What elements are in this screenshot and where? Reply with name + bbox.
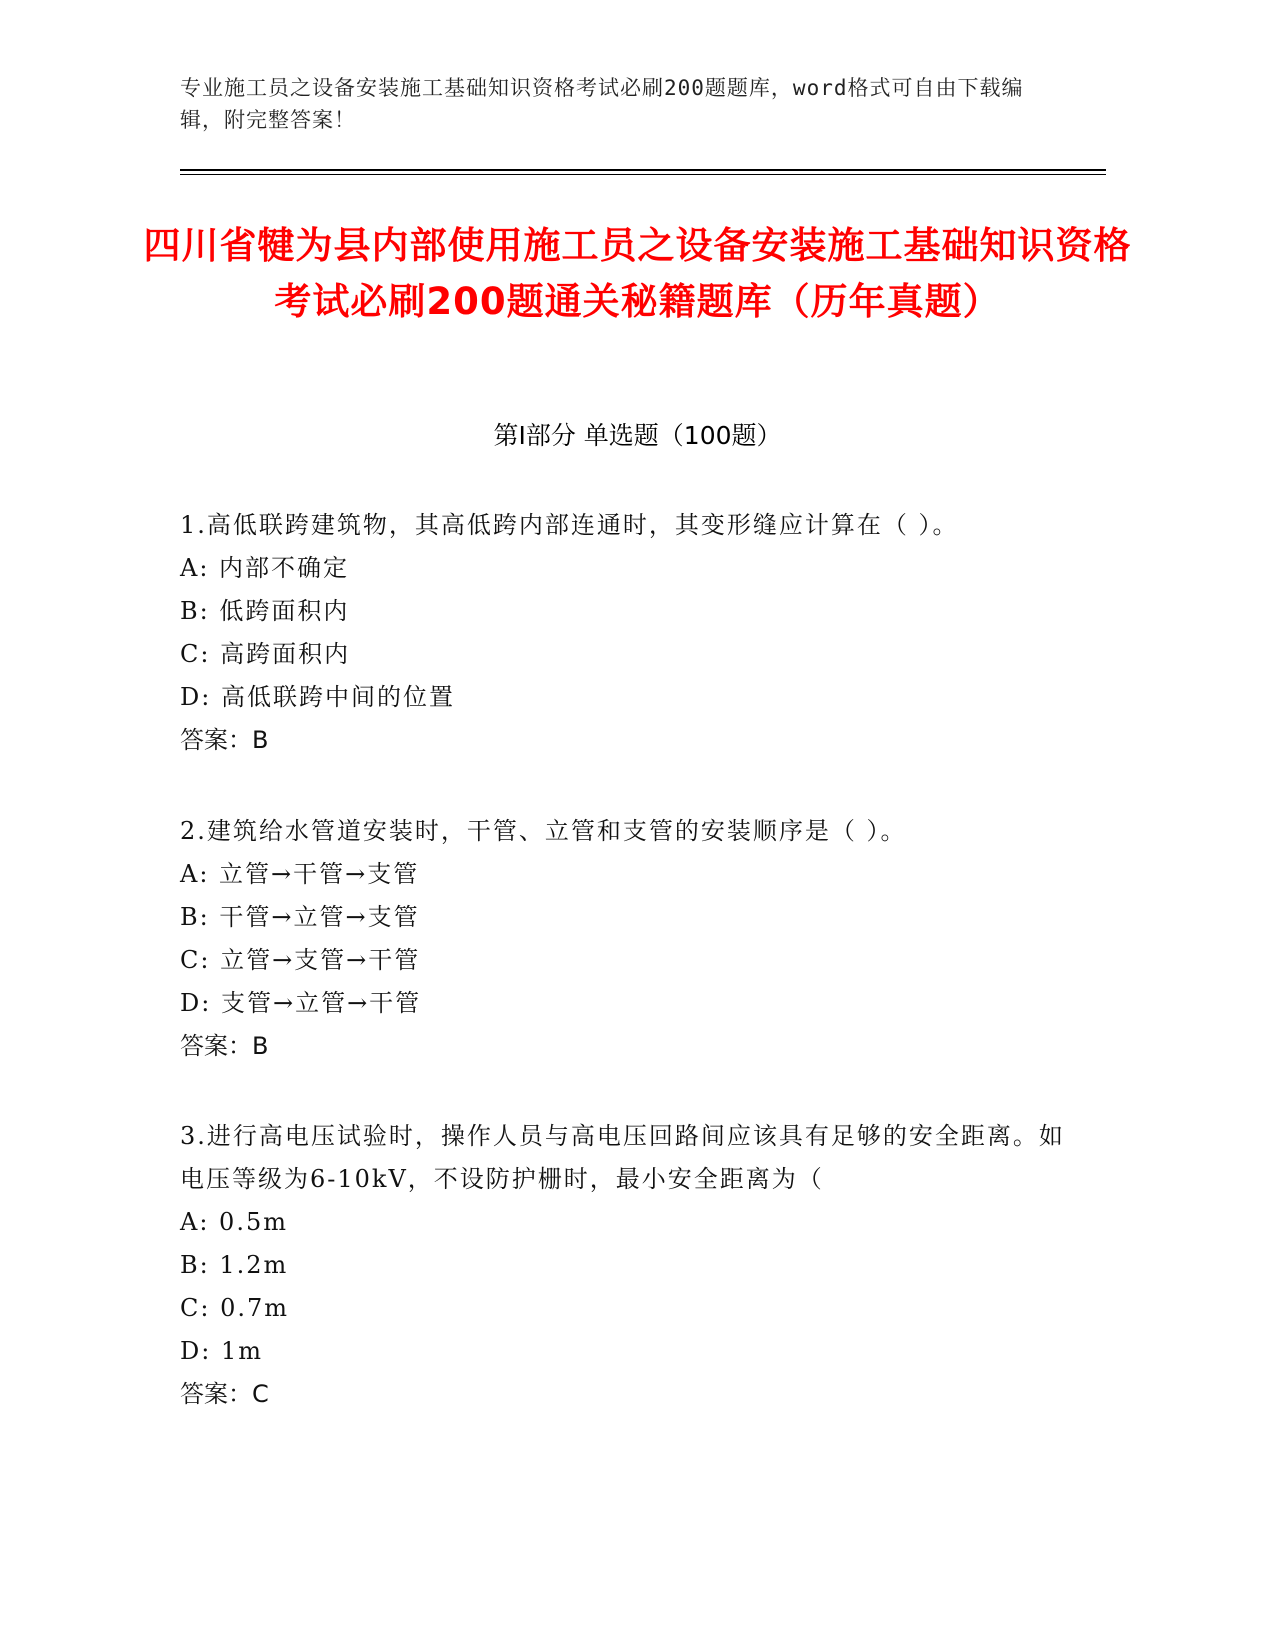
answer: 答案：B [180, 726, 269, 754]
question-stem: 2.建筑给水管道安装时，干管、立管和支管的安装顺序是（ ）。 [180, 817, 907, 845]
question-2 [180, 810, 1080, 1068]
option-b: B: 干管→立管→支管 [180, 903, 420, 931]
option-c: C: 0.7m [180, 1294, 290, 1322]
option-a: A: 内部不确定 [180, 554, 350, 582]
option-b: B: 低跨面积内 [180, 597, 350, 625]
option-d: D: 1m [180, 1337, 263, 1365]
option-a: A: 立管→干管→支管 [180, 860, 420, 888]
header-rule-thick [180, 169, 1106, 171]
question-1 [180, 504, 1080, 762]
section-heading: 第Ⅰ部分 单选题（100题） [493, 421, 782, 450]
question-3 [180, 1115, 1080, 1416]
header-rule-thin [180, 174, 1106, 175]
option-b: B: 1.2m [180, 1251, 289, 1279]
option-c: C: 立管→支管→干管 [180, 946, 421, 974]
question-stem: 3.进行高电压试验时，操作人员与高电压回路间应该具有足够的安全距离。如电压等级为6-10kV，不设防护栅时，最小安全距离为（ [180, 1122, 1065, 1193]
question-stem: 1.高低联跨建筑物，其高低跨内部连通时，其变形缝应计算在（ ）。 [180, 511, 959, 539]
option-a: A: 0.5m [180, 1208, 288, 1236]
answer: 答案：C [180, 1380, 269, 1408]
option-d: D: 高低联跨中间的位置 [180, 683, 455, 711]
answer: 答案：B [180, 1032, 269, 1060]
option-c: C: 高跨面积内 [180, 640, 351, 668]
document-intro: 专业施工员之设备安装施工基础知识资格考试必刷200题题库，word格式可自由下载编辑，附完整答案！ [180, 76, 1024, 132]
option-d: D: 支管→立管→干管 [180, 989, 422, 1017]
document-title: 四川省犍为县内部使用施工员之设备安装施工基础知识资格考试必刷200题通关秘籍题库（历年真题） [143, 224, 1132, 323]
